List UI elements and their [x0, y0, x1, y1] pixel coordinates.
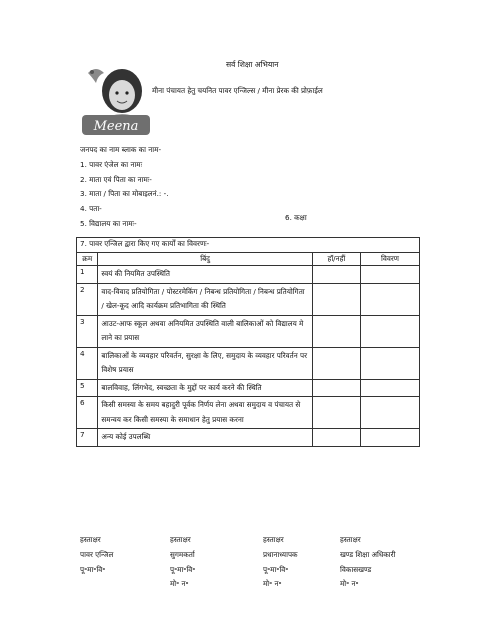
row-text: बालिकाओं के व्यवहार परिवर्तन, सुरक्षा के लिए, समुदाय के व्यवहार परिवर्तन पर विशेष प्रयास [98, 347, 312, 379]
signatory-mobile: मो॰ न॰ [170, 579, 189, 589]
page-subtitle: मीना पंचायत हेतु चयनित पावर एन्जिल्स / मीना प्रेरक की प्रोफ़ाईल [152, 86, 323, 95]
signature-label: हस्ताक्षर [170, 535, 191, 544]
signatory-school: पू॰मा॰वि॰ [263, 564, 289, 574]
parent-name-label: 2. माता एवं पिता का नामः- [80, 174, 152, 184]
yes-no-cell[interactable] [312, 266, 360, 284]
details-cell[interactable] [361, 379, 420, 397]
signatory-mobile: मो॰ न॰ [263, 579, 282, 589]
row-text: किसी समस्या के समय बहादुरी पूर्वक निर्णय लेना अथवा समुदाय व पंचायत से समन्वय कर किसी समस्या के समाधान हेतु प्रयास करना [98, 397, 312, 429]
row-number: 4 [77, 347, 98, 379]
row-text: स्वयं की नियमित उपस्थिति [98, 266, 312, 284]
row-text: अन्य कोई उपलब्धि [98, 429, 312, 447]
row-number: 6 [77, 397, 98, 429]
details-cell[interactable] [361, 283, 420, 315]
signature-block-beo [340, 533, 395, 592]
row-number: 2 [77, 283, 98, 315]
details-cell[interactable] [361, 315, 420, 347]
signatory-block: विकासखण्ड [340, 564, 372, 574]
yes-no-cell[interactable] [312, 315, 360, 347]
table-row [77, 379, 420, 397]
signatory-role: प्रधानाध्यापक [263, 549, 298, 559]
header-yes-no: हॉ/नहीं [312, 253, 360, 266]
yes-no-cell[interactable] [312, 379, 360, 397]
activity-table [76, 237, 420, 447]
header-serial: क्रम [77, 253, 98, 266]
signature-label: हस्ताक्षर [263, 535, 284, 544]
row-number: 7 [77, 429, 98, 447]
table-row [77, 266, 420, 284]
signatory-school: पू॰मा॰वि॰ [80, 564, 106, 574]
signature-label: हस्ताक्षर [340, 535, 361, 544]
details-cell[interactable] [361, 266, 420, 284]
yes-no-cell[interactable] [312, 429, 360, 447]
signatory-role: पावर एन्जिल [80, 549, 114, 559]
signature-block-facilitator [170, 533, 195, 592]
signatory-school: पू॰मा॰वि॰ [170, 564, 196, 574]
row-text: बालविवाह, लिंगभेद, स्वच्छता के मुद्दों पर कार्य करने की स्थिति [98, 379, 312, 397]
yes-no-cell[interactable] [312, 347, 360, 379]
table-row [77, 397, 420, 429]
table-row [77, 429, 420, 447]
table-row [77, 315, 420, 347]
row-number: 3 [77, 315, 98, 347]
signatory-role: खण्ड शिक्षा अधिकारी [340, 549, 396, 559]
signature-block-power-angel [80, 533, 113, 577]
row-text: वाद-विवाद प्रतियोगिता / पोस्टरमेकिंग / निबन्ध प्रतियोगिता / निबन्ध प्रतियोगिता / खेल-कूद आदि कार्यक्रम प्रतिभागिता की स्थिति [98, 283, 312, 315]
signatory-role: सुगमकर्ता [170, 549, 195, 559]
row-number: 1 [77, 266, 98, 284]
yes-no-cell[interactable] [312, 397, 360, 429]
signature-block-headmaster [263, 533, 298, 592]
page-title: सर्व शिक्षा अभियान [226, 60, 279, 69]
meena-logo [82, 63, 150, 135]
signatory-mobile: मो॰ न॰ [340, 579, 359, 589]
details-cell[interactable] [361, 347, 420, 379]
details-cell[interactable] [361, 429, 420, 447]
row-text: आउट-आफ स्कूल अथवा अनियमित उपस्थिति वाली बालिकाओं को विद्यालय मे लाने का प्रयास [98, 315, 312, 347]
profile-fields [80, 143, 169, 232]
school-name-label: 5. विद्यालय का नामः- [80, 218, 137, 228]
table-row [77, 283, 420, 315]
header-details: विवरण [361, 253, 420, 266]
address-label: 4. पता- [80, 204, 102, 214]
parent-mobile-label: 3. माता / पिता का मोबाइलनं.: -. [80, 189, 169, 199]
details-cell[interactable] [361, 397, 420, 429]
yes-no-cell[interactable] [312, 283, 360, 315]
class-label: 6. कक्षा [285, 213, 307, 222]
logo-text: Meena [93, 119, 139, 134]
power-angel-name-label: 1. पावर एंजेल का नामः [80, 159, 143, 169]
signature-label: हस्ताक्षर [80, 535, 101, 544]
header-point: बिंदु [98, 253, 312, 266]
table-row [77, 347, 420, 379]
table-caption: 7. पावर एन्जिल द्वारा किए गए कार्यों का विवरणः- [77, 238, 420, 253]
row-number: 5 [77, 379, 98, 397]
district-block-label: जनपद का नाम ब्लाक का नाम- [80, 145, 162, 154]
